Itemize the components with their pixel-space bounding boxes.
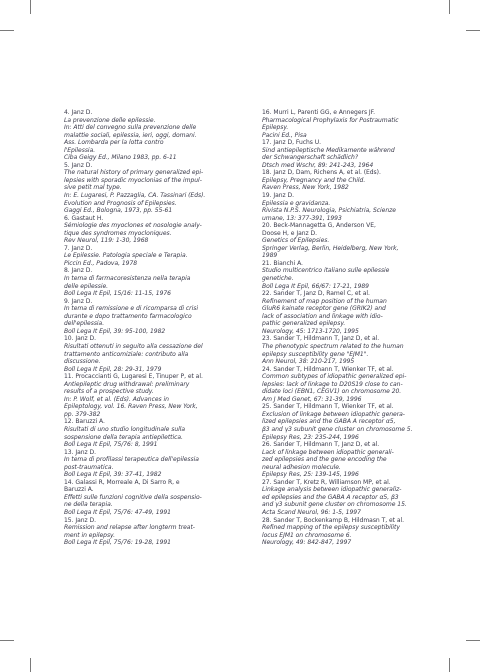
reference-line: 10. Janz D. bbox=[64, 335, 96, 343]
reference-line: l'Epilessia. bbox=[64, 146, 96, 154]
reference-line: In tema di remissione e di ricomparsa di crisi bbox=[64, 305, 198, 313]
reference-line: 14. Galassi R, Morreale A, Di Sarro R, e bbox=[64, 478, 180, 486]
crop-mark-bottom-left-v bbox=[30, 658, 31, 672]
reference-line: 21. Bianchi A. bbox=[262, 259, 303, 267]
reference-line: Lack of linkage between idiopathic generali- bbox=[262, 448, 394, 456]
reference-line: 11. Procaccianti G, Lugaresi E, Tinuper P, et al. bbox=[64, 373, 203, 381]
reference-line: post-traumatica. bbox=[64, 463, 114, 471]
reference-line: Neurology, 45: 1713-1720, 1995 bbox=[262, 327, 359, 335]
reference-line: Rivista N.P.S. Neurologia, Psichiatria, Scienze bbox=[262, 207, 396, 215]
reference-line: sive petit mal type. bbox=[64, 184, 122, 192]
reference-line: 8. Janz D. bbox=[64, 267, 93, 275]
reference-line: lepsies: lack of linkage to D20S19 close to can- bbox=[262, 380, 403, 388]
reference-line: Dtsch med Wschr, 89: 241-243, 1964 bbox=[262, 161, 374, 169]
reference-line: Acta Scand Neurol, 96: 1-5, 1997 bbox=[262, 508, 361, 516]
reference-line: Effetti sulle funzioni cognitive della sospensio- bbox=[64, 493, 202, 501]
reference-line: Springer Verlag, Berlin, Heidelberg, New York, bbox=[262, 244, 399, 252]
reference-line: tique des syndromes myocloniques. bbox=[64, 229, 172, 237]
reference-line: Epilessia e gravidanza. bbox=[262, 199, 331, 207]
reference-line: Boll Lega It Epil, 39: 95-100, 1982 bbox=[64, 327, 166, 335]
reference-line: Epileptology, vol. 16. Raven Press, New York, bbox=[64, 403, 198, 411]
crop-mark-top-left-v bbox=[30, 0, 31, 14]
reference-line: 19. Janz D. bbox=[262, 192, 294, 200]
reference-line: The natural history of primary generalized epi- bbox=[64, 169, 204, 177]
reference-line: epilepsy susceptibility gene "EJM1". bbox=[262, 350, 369, 358]
reference-line: genetiche. bbox=[262, 275, 294, 283]
reference-line: Am J Med Genet, 67: 31-39, 1996 bbox=[262, 395, 362, 403]
reference-line: In: Atti del convegno sulla prevenzione delle bbox=[64, 124, 197, 132]
reference-line: Baruzzi A. bbox=[64, 486, 94, 494]
reference-line: 12. Baruzzi A. bbox=[64, 418, 105, 426]
reference-line: trattamento anticomiziale: contributo alla bbox=[64, 350, 189, 358]
reference-line: durante e dopo trattamento farmacologico bbox=[64, 312, 192, 320]
reference-line: Gaggi Ed., Bologna, 1973, pp. 55-61 bbox=[64, 207, 173, 215]
reference-line: malattie sociali, epilessia, ieri, oggi, domani. bbox=[64, 131, 197, 139]
reference-line: delle epilessie. bbox=[64, 282, 109, 290]
reference-line: 23. Sander T, Hildmann T, Janz D, et al. bbox=[262, 335, 380, 343]
references-right-column bbox=[262, 109, 446, 547]
reference-line: zed epilepsies and the gene encoding the bbox=[262, 456, 387, 464]
reference-line: Common subtypes of idiopathic generalized epi- bbox=[262, 373, 407, 381]
reference-line: Le Epilessie. Patologia speciale e Terapia. bbox=[64, 252, 188, 260]
reference-line: Ass. Lombarda per la lotta contro bbox=[64, 139, 164, 147]
reference-line: Linkage analysis between idiopathic generaliz- bbox=[262, 486, 402, 494]
reference-line: 24. Sander T, Hildmann T, Wienker TF, et al. bbox=[262, 365, 394, 373]
reference-line: In: P. Wolf, et al. (Eds). Advances in bbox=[64, 395, 169, 403]
reference-line: 28. Sander T, Bockenkamp B, Hildmasn T, et al. bbox=[262, 516, 404, 524]
reference-line: Boll Lega It Epil, 66/67: 17-21, 1989 bbox=[262, 282, 369, 290]
reference-line: Epilepsy, Pregnancy and the Child. bbox=[262, 176, 366, 184]
reference-line: Ann Neurol, 38: 210-217, 1995 bbox=[262, 358, 355, 366]
reference-line: Remission and relapse after longterm treat- bbox=[64, 524, 195, 532]
reference-line: lack of association and linkage with idio- bbox=[262, 312, 383, 320]
reference-line: Boll Lega It Epil, 75/76: 19-28, 1991 bbox=[64, 539, 171, 547]
reference-line: locus EJM1 on chromosome 6. bbox=[262, 531, 352, 539]
reference-line: 4. Janz D. bbox=[64, 109, 93, 116]
reference-line: Evolution and Prognosis of Epilepsies. bbox=[64, 199, 177, 207]
crop-mark-top-left-h bbox=[0, 30, 14, 31]
reference-line: umane, 13: 377-391, 1993 bbox=[262, 214, 342, 222]
reference-line: Refinement of map position of the human bbox=[262, 297, 387, 305]
reference-line: Genetics of Epilepsies. bbox=[262, 237, 330, 245]
reference-line: In tema di profilassi terapeutica dell'epilessia bbox=[64, 456, 199, 464]
reference-line: Boll Lega It Epil, 75/76: 47-49, 1991 bbox=[64, 508, 171, 516]
reference-line: Risultati ottenuti in seguito alla cessazione del bbox=[64, 342, 203, 350]
reference-line: 27. Sander T, Kretz R, Williamson MP, et al. bbox=[262, 478, 391, 486]
reference-line: der Schwangerschaft schädlich? bbox=[262, 154, 359, 162]
reference-line: β3 and γ3 subunit gene cluster on chromosome 5. bbox=[262, 425, 413, 433]
reference-line: neural adhesion molecule. bbox=[262, 463, 341, 471]
reference-line: Doose H, e Janz D. bbox=[262, 229, 317, 237]
reference-line: Boll Lega It Epil, 75/76: 8, 1991 bbox=[64, 441, 158, 449]
reference-line: Neurology, 49: 842-847, 1997 bbox=[262, 539, 352, 547]
reference-line: 17. Janz D, Fuchs U. bbox=[262, 139, 322, 147]
reference-line: La prevenzione delle epilessie. bbox=[64, 116, 156, 124]
reference-line: Risultati di uno studio longitudinale sulla bbox=[64, 425, 186, 433]
reference-line: 20. Beck-Mannagetta G, Anderson VE, bbox=[262, 222, 376, 230]
reference-line: Pharmacological Prophylaxis for Postraumatic bbox=[262, 116, 399, 124]
reference-line: Pacini Ed., Pisa bbox=[262, 131, 307, 139]
reference-line: Epilepsy Res, 25: 139-145, 1996 bbox=[262, 471, 359, 479]
reference-line: Boll Lega It Epil, 39: 37-41, 1982 bbox=[64, 471, 162, 479]
reference-line: sospensione della terapia antiepilettica. bbox=[64, 433, 183, 441]
reference-line: 5. Janz D. bbox=[64, 161, 93, 169]
reference-line: 26. Sander T, Hildmann T, Janz D, et al. bbox=[262, 441, 380, 449]
crop-mark-top-right-v bbox=[449, 0, 450, 14]
reference-line: In: E. Lugaresi, P. Pazzaglia, CA. Tassinari (Eds). bbox=[64, 192, 206, 200]
reference-line: Exclusion of linkage between idiopathic genera- bbox=[262, 410, 405, 418]
reference-line: pathic generalized epilepsy. bbox=[262, 320, 346, 328]
reference-line: 13. Janz D. bbox=[64, 448, 96, 456]
reference-line: ne della terapia. bbox=[64, 501, 113, 509]
reference-line: 15. Janz D. bbox=[64, 516, 96, 524]
reference-line: lepsies with sporadic myoclonias of the impul- bbox=[64, 176, 202, 184]
reference-line: 22. Sander T, Janz D, Ramel C, et al. bbox=[262, 290, 370, 298]
reference-line: In tema di farmacoresistenza nella terapia bbox=[64, 275, 191, 283]
reference-line: discussione. bbox=[64, 358, 101, 366]
reference-line: Antiepileptic drug withdrawal: preliminary bbox=[64, 380, 190, 388]
reference-line: 16. Murri L, Parenti GG, e Annegers JF. bbox=[262, 109, 375, 116]
references-left-column bbox=[64, 109, 248, 547]
reference-line: and γ3 subunit gene cluster on chromosome 15. bbox=[262, 501, 407, 509]
reference-line: ment in epilepsy. bbox=[64, 531, 115, 539]
reference-line: 25. Sander T, Hildmann T, Wienker TF, et al. bbox=[262, 403, 394, 411]
crop-mark-bottom-right-v bbox=[449, 658, 450, 672]
reference-line: Epilepsy Res, 23: 235-244, 1996 bbox=[262, 433, 359, 441]
reference-line: 7. Janz D. bbox=[64, 244, 93, 252]
reference-line: ed epilepsies and the GABA A receptor α5, β3 bbox=[262, 493, 399, 501]
crop-mark-bottom-left-h bbox=[0, 640, 14, 641]
reference-line: Epilepsy. bbox=[262, 124, 289, 132]
reference-line: dell'epilessia. bbox=[64, 320, 105, 328]
reference-line: 9. Janz D. bbox=[64, 297, 93, 305]
reference-line: Ciba Geigy Ed., Milano 1983, pp. 6-11 bbox=[64, 154, 177, 162]
reference-line: Raven Press, New York, 1982 bbox=[262, 184, 349, 192]
reference-line: Rev Neurol, 119: 1-30, 1968 bbox=[64, 237, 149, 245]
reference-line: Boll Lega It Epil, 15/16: 11-15, 1976 bbox=[64, 290, 171, 298]
reference-line: didate loci (EBN1, CEGV1) on chromosome 20. bbox=[262, 388, 402, 396]
reference-line: results of a prospective study. bbox=[64, 388, 154, 396]
reference-line: 18. Janz D, Dam, Richens A, et al. (Eds). bbox=[262, 169, 381, 177]
reference-line: Studio multicentrico italiano sulle epilessie bbox=[262, 267, 390, 275]
crop-mark-bottom-right-h bbox=[466, 640, 480, 641]
reference-line: Boll Lega It Epil, 28: 29-31, 1979 bbox=[64, 365, 162, 373]
reference-line: Sind antiepileptische Medikamente während bbox=[262, 146, 395, 154]
reference-line: Refined mapping of the epilepsy susceptibility bbox=[262, 524, 400, 532]
reference-line: pp. 379-382 bbox=[64, 410, 101, 418]
reference-line: Sémiologie des myoclones et nosologie analy- bbox=[64, 222, 202, 230]
reference-line: 6. Gastaut H. bbox=[64, 214, 104, 222]
reference-line: lized epilepsies and the GABA A receptor α5, bbox=[262, 418, 396, 426]
reference-line: 1989 bbox=[262, 252, 278, 260]
crop-mark-top-right-h bbox=[466, 30, 480, 31]
reference-line: The phenotypic spectrum related to the human bbox=[262, 342, 404, 350]
reference-line: Piccin Ed., Padova, 1978 bbox=[64, 259, 138, 267]
reference-line: GluR6 kainate receptor gene (GRIK2) and bbox=[262, 305, 386, 313]
